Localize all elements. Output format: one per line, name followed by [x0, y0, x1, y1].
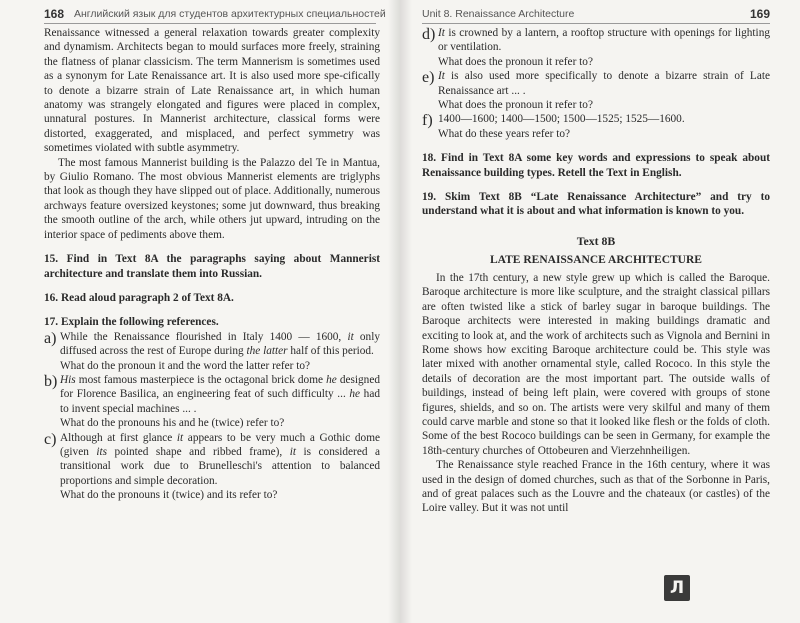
- task-19: 19. Skim Text 8B “Late Renaissance Architecture” and try to understand what it is about and what information is known to you.: [422, 191, 770, 218]
- right-paragraph-2: The Renaissance style reached France in the 16th century, where it was used in the design of domed churches, such as that of the Sorbonne in Paris, and of great palaces such as the Louvre and the chateaux (or castles) of the Loire valley. But it was not until: [422, 459, 770, 515]
- item-f-text: 1400—1600; 1400—1500; 1500—1525; 1525—1600.: [438, 113, 685, 126]
- item-d-question: What does the pronoun it refer to?: [438, 55, 593, 68]
- item-a-question: What do the pronoun it and the word the latter refer to?: [60, 359, 311, 372]
- text-title: LATE RENAISSANCE ARCHITECTURE: [490, 253, 702, 266]
- left-paragraph-1: Renaissance witnessed a general relaxation towards greater complexity and dynamism. Architects began to mould surfaces more freely, straining the flatness of planar classicism. The term Mannerism is sometimes used as a synonym for Late Renaissance art. It is also used more spe-cifically to denote a bizarre strain of Late Renaissance art, in which human anatomy was strangely elongated and figures were placed in complex, unnatural postures. In Mannerist architecture, classical forms were distorted, exaggerated, and misplaced, and perfect symmetry was sometimes violated with subtle asymmetry.: [44, 27, 380, 155]
- item-b-marker: b): [44, 372, 58, 390]
- publisher-logo-icon: Л: [664, 575, 690, 601]
- item-c-question: What do the pronouns it (twice) and its refer to?: [60, 489, 278, 502]
- right-paragraph-1: In the 17th century, a new style grew up which is called the Baroque. Baroque architecture is more like sculpture, and the straight classical pillars are often twisted like a stick of barley sugar in baroque buildings. The Baroque architects were interested in making buildings dramatic and exciting to look at, and the work of architects such as Vignola and Bernini in Rome shows how exciting Baroque architecture could be. This style was later mixed with another ornamental style, called Rococo. In this style the details of decoration are the most important part. The outside walls of buildings, instead of being left plain, were covered with groups of stone figures, shields, and so on. The artists were very skilful and many of them could carve marble and stone so that it looked like flesh or the folds of cloth. Some of the best Rococo buildings can be seen in Germany, for example the 18th-century churches of Ottobeuren and Vierzehnheiligen.: [422, 271, 770, 457]
- left-page-number: 168: [44, 7, 65, 21]
- reference-item-d: [422, 26, 770, 69]
- item-c-text: Although at first glance it appears to be very much a Gothic dome (given its pointed shape and ribbed frame), it is considered a transitional work due to Brunelleschi's attention to balanced proportions and simple decoration.: [60, 431, 380, 487]
- item-a-marker: a): [44, 329, 57, 347]
- reference-item-a: [44, 330, 380, 373]
- right-page: [400, 0, 800, 623]
- book-running-title: Английский язык для студентов архитектурных специальностей: [74, 8, 386, 20]
- item-f-marker: f): [422, 112, 433, 130]
- item-c-marker: c): [44, 430, 57, 448]
- item-e-marker: e): [422, 69, 435, 87]
- item-f-question: What do these years refer to?: [438, 127, 571, 140]
- item-e-text: It is also used more specifically to denote a bizarre strain of Late Renaissance art ... .: [438, 70, 770, 97]
- task-15: 15. Find in Text 8A the paragraphs saying about Mannerist architecture and translate them into Russian.: [44, 253, 380, 280]
- reference-item-f: [422, 112, 770, 141]
- left-paragraph-2: The most famous Mannerist building is the Palazzo del Te in Mantua, by Giulio Romano. The most obvious Mannerist elements are triglyphs that look as though they have slipped out of place. Additionally, numerous archways feature oversized keystones; some jut downward, thus breaking the smooth outline of the arch, while others jut upward, intruding on the interior space of pediments above them.: [44, 156, 380, 241]
- right-page-number: 169: [749, 7, 770, 21]
- reference-item-c: [44, 431, 380, 503]
- unit-running-title: Unit 8. Renaissance Architecture: [422, 8, 575, 20]
- task-17: 17. Explain the following references.: [44, 316, 219, 329]
- text-label: Text 8B: [576, 233, 616, 248]
- item-a-text: While the Renaissance flourished in Italy 1400 — 1600, it only diffused across the rest of Europe during the latter half of this period.: [60, 330, 380, 358]
- item-b-question: What do the pronouns his and he (twice) refer to?: [60, 417, 285, 430]
- item-d-text: It is crowned by a lantern, a rooftop structure with openings for lighting or ventilation.: [438, 27, 770, 54]
- book-gutter: [388, 0, 412, 623]
- task-18: 18. Find in Text 8A some key words and expressions to speak about Renaissance building types. Retell the Text in English.: [422, 152, 770, 179]
- item-d-marker: d): [422, 26, 436, 43]
- reference-item-e: [422, 69, 770, 112]
- task-16: 16. Read aloud paragraph 2 of Text 8A.: [44, 291, 234, 304]
- item-b-text: His most famous masterpiece is the octagonal brick dome he designed for Florence Basilica, an engineering feat of such difficulty ... he had to invent special machines ... .: [60, 373, 380, 415]
- item-e-question: What does the pronoun it refer to?: [438, 99, 593, 112]
- left-running-head: [44, 6, 386, 24]
- right-running-head: [422, 6, 770, 24]
- reference-item-b: [44, 373, 380, 431]
